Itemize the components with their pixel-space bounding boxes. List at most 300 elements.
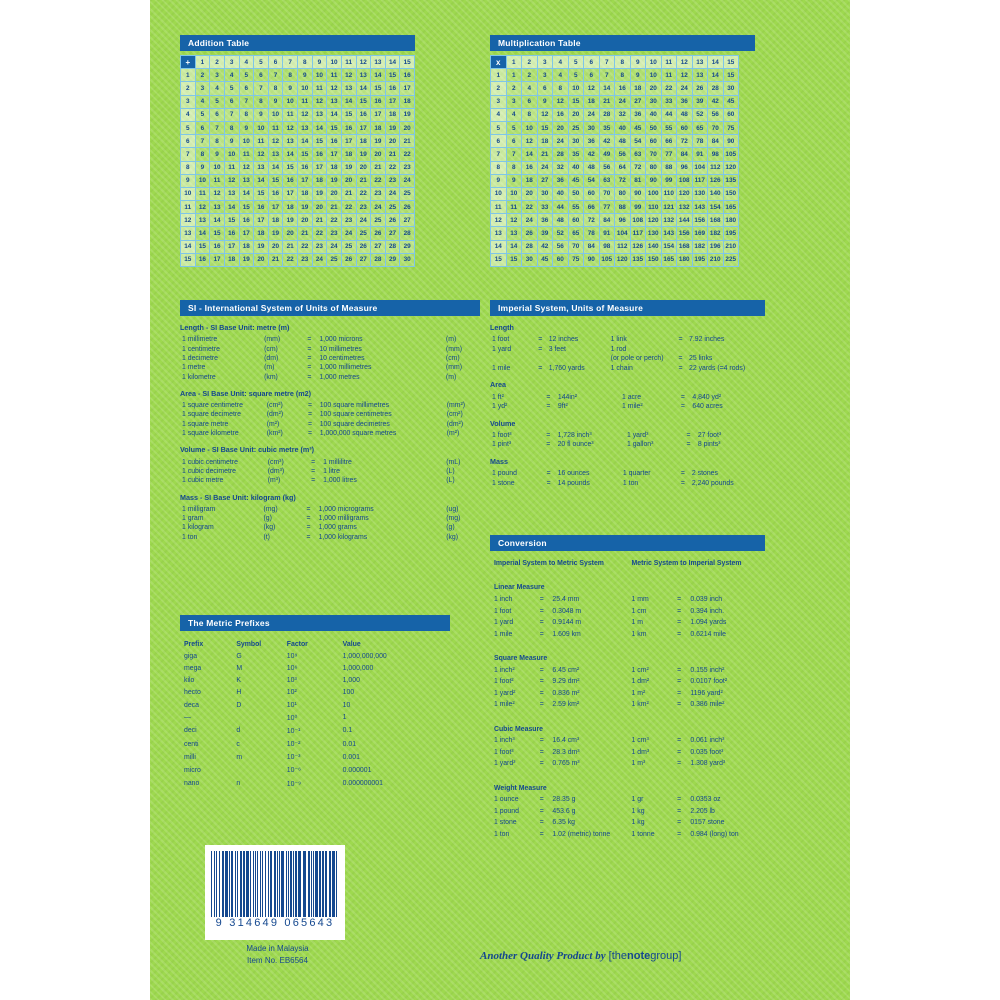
grid-cell: 20 (341, 174, 356, 187)
cell-to-imperial: 0.155 inch² (690, 666, 725, 674)
cell-value: 1,000 metres (319, 373, 360, 381)
grid-cell: 168 (708, 214, 724, 227)
prefix-cell: micro (184, 766, 201, 774)
grid-cell: 10 (254, 121, 269, 134)
grid-cell: 100 (646, 187, 662, 200)
grid-cell: 14 (312, 121, 327, 134)
table-row (491, 201, 739, 214)
cell-to-imperial: 0.061 inch³ (690, 737, 725, 745)
cell-quantity-left: 1 pound (492, 470, 517, 478)
grid-cell: 24 (522, 214, 538, 227)
grid-col-header: 8 (615, 56, 631, 69)
cell-symbol: (dm²) (266, 411, 284, 419)
cell-equals: = (677, 678, 682, 686)
grid-cell: 23 (327, 227, 342, 240)
grid-cell: 14 (210, 214, 225, 227)
grid-cell: 23 (385, 174, 400, 187)
cell-quantity: 1 milligram (182, 505, 216, 513)
cell-equals: = (311, 467, 316, 475)
grid-cell: 12 (677, 69, 693, 82)
grid-cell: 16 (356, 108, 371, 121)
cell-quantity-left: 1 yard (492, 345, 512, 353)
table-row (491, 135, 739, 148)
grid-cell: 22 (661, 82, 677, 95)
cell-unit: (kg) (446, 533, 459, 541)
cell-symbol: (g) (263, 515, 272, 523)
grid-cell: 21 (537, 148, 553, 161)
grid-cell: 11 (283, 108, 298, 121)
grid-col-header: 11 (341, 56, 356, 69)
cell-value-right: 8 pints³ (697, 441, 721, 449)
cell-from-metric: 1 m³ (631, 760, 646, 768)
prefix-cell: 10¹ (286, 701, 297, 709)
brand-logo (609, 950, 682, 962)
grid-cell: 169 (692, 227, 708, 240)
grid-cell: 3 (506, 95, 522, 108)
cell-value: 1,000 grams (318, 524, 357, 532)
grid-row-header: 12 (491, 214, 507, 227)
grid-cell: 8 (506, 161, 522, 174)
grid-cell: 104 (692, 161, 708, 174)
grid-cell: 20 (283, 227, 298, 240)
grid-cell: 7 (506, 148, 522, 161)
grid-cell: 50 (646, 121, 662, 134)
grid-cell: 13 (283, 135, 298, 148)
cell-equals: = (539, 678, 544, 686)
grid-cell: 18 (371, 121, 386, 134)
conversion-group-title: Cubic Measure (494, 725, 544, 733)
prefix-cell: c (236, 740, 240, 748)
grid-cell: 42 (599, 135, 615, 148)
cell-quantity-right: 1 quarter (622, 470, 651, 478)
grid-cell: 26 (692, 82, 708, 95)
cell-equals-left: = (538, 365, 543, 373)
cell-value-right: 7.92 inches (689, 336, 725, 344)
grid-cell: 17 (371, 108, 386, 121)
grid-cell: 130 (646, 227, 662, 240)
grid-cell: 22 (385, 161, 400, 174)
grid-cell: 9 (195, 161, 210, 174)
table-row (492, 783, 763, 793)
table-row (180, 344, 480, 353)
grid-row-header: 10 (181, 187, 196, 200)
grid-cell: 25 (400, 187, 415, 200)
prefix-col-header: Symbol (236, 640, 262, 648)
grid-cell: 10 (312, 69, 327, 82)
grid-cell: 19 (268, 227, 283, 240)
grid-cell: 6 (522, 95, 538, 108)
cell-equals: = (539, 819, 544, 827)
table-row (181, 69, 415, 82)
grid-cell: 20 (327, 187, 342, 200)
cell-unit: (m) (445, 373, 457, 381)
grid-cell: 24 (385, 187, 400, 200)
cell-from-imperial: 1 yard³ (494, 760, 516, 768)
prefix-cell: 1 (342, 714, 347, 722)
prefix-cell: — (184, 714, 191, 722)
grid-col-header: 10 (646, 56, 662, 69)
grid-cell: 15 (283, 161, 298, 174)
grid-cell: 54 (584, 174, 600, 187)
grid-cell: 10 (283, 95, 298, 108)
grid-cell: 210 (723, 240, 739, 253)
conversion-group-title: Linear Measure (494, 584, 545, 592)
grid-cell: 50 (568, 187, 584, 200)
prefix-cell: mega (184, 664, 202, 672)
metric-prefixes-title: The Metric Prefixes (180, 615, 450, 631)
cell-equals: = (308, 402, 313, 410)
table-row (490, 392, 765, 402)
grid-cell: 8 (283, 69, 298, 82)
grid-cell: 140 (646, 240, 662, 253)
table-row (180, 467, 480, 476)
cell-to-metric: 0.836 m² (552, 689, 580, 697)
cell-symbol: (dm³) (267, 467, 285, 475)
grid-cell: 14 (506, 240, 522, 253)
cell-quantity-right: 1 link (610, 336, 627, 344)
grid-cell: 17 (385, 95, 400, 108)
cell-value: 1 litre (323, 467, 340, 475)
table-row (181, 135, 415, 148)
imperial-units-section (490, 300, 765, 488)
grid-cell: 20 (522, 187, 538, 200)
table-row (181, 82, 415, 95)
table-row (491, 253, 739, 266)
grid-cell: 17 (239, 227, 254, 240)
grid-row-header: 10 (491, 187, 507, 200)
brand-group: group (650, 950, 679, 962)
grid-cell: 6 (506, 135, 522, 148)
grid-cell: 78 (584, 227, 600, 240)
cell-from-metric: 1 km² (631, 701, 649, 709)
grid-cell: 9 (239, 121, 254, 134)
prefix-cell: deca (184, 701, 199, 709)
cell-unit: (mg) (446, 515, 461, 523)
grid-cell: 12 (537, 108, 553, 121)
table-row (492, 748, 763, 758)
grid-cell: 28 (385, 240, 400, 253)
grid-cell: 19 (400, 108, 415, 121)
table-row (490, 478, 765, 488)
cell-equals-right: = (678, 355, 683, 363)
table-row (491, 95, 739, 108)
grid-cell: 17 (312, 161, 327, 174)
cell-symbol: (dm) (264, 354, 279, 362)
grid-col-header: 7 (283, 56, 298, 69)
grid-cell: 12 (298, 108, 313, 121)
grid-cell: 135 (723, 174, 739, 187)
grid-cell: 112 (615, 240, 631, 253)
cell-from-metric: 1 dm² (631, 678, 650, 686)
cell-to-imperial: 2.205 lb (690, 807, 715, 815)
grid-cell: 22 (283, 253, 298, 266)
grid-cell: 36 (677, 95, 693, 108)
grid-cell: 15 (327, 121, 342, 134)
grid-cell: 91 (692, 148, 708, 161)
grid-cell: 72 (677, 135, 693, 148)
grid-cell: 225 (723, 253, 739, 266)
grid-cell: 80 (615, 187, 631, 200)
table-row (180, 420, 480, 429)
grid-col-header: 15 (723, 56, 739, 69)
table-row (492, 583, 763, 593)
cell-symbol: (mm) (264, 336, 281, 344)
grid-cell: 84 (708, 135, 724, 148)
grid-cell: 12 (506, 214, 522, 227)
grid-cell: 24 (537, 161, 553, 174)
table-row (182, 700, 448, 710)
prefix-cell: D (236, 701, 242, 709)
prefix-cell: 100 (342, 689, 355, 697)
cell-quantity: 1 square kilometre (182, 430, 239, 438)
grid-row-header: 9 (181, 174, 196, 187)
grid-cell: 9 (283, 82, 298, 95)
cell-equals: = (677, 737, 682, 745)
cell-equals: = (539, 630, 544, 638)
table-row (491, 240, 739, 253)
cell-to-imperial: 1.094 yards (690, 619, 727, 627)
cell-to-metric: 2.59 km² (552, 701, 580, 709)
grid-cell: 165 (661, 253, 677, 266)
grid-cell: 23 (356, 201, 371, 214)
cell-from-imperial: 1 yard² (494, 689, 516, 697)
cell-equals-right: = (680, 479, 685, 487)
grid-cell: 14 (239, 187, 254, 200)
grid-cell: 19 (341, 161, 356, 174)
table-row (182, 725, 448, 736)
grid-cell: 9 (537, 95, 553, 108)
prefixes-table (180, 637, 450, 791)
cell-to-metric: 0.9144 m (552, 619, 582, 627)
cell-unit: (mL) (446, 458, 461, 466)
cell-symbol: (km) (264, 373, 278, 381)
grid-cell: 13 (254, 161, 269, 174)
grid-cell: 120 (615, 253, 631, 266)
grid-cell: 84 (677, 148, 693, 161)
prefix-cell: 1,000 (342, 677, 360, 685)
grid-cell: 25 (341, 240, 356, 253)
grid-cell: 88 (615, 201, 631, 214)
cell-equals: = (308, 430, 313, 438)
cell-to-metric: 28.35 g (552, 796, 576, 804)
cell-to-imperial: 0.984 (long) ton (690, 830, 739, 838)
grid-cell: 30 (584, 121, 600, 134)
multiplication-table-title: Multiplication Table (490, 35, 755, 51)
grid-cell: 13 (692, 69, 708, 82)
grid-cell: 18 (385, 108, 400, 121)
grid-cell: 21 (327, 201, 342, 214)
grid-cell: 14 (599, 82, 615, 95)
grid-cell: 6 (224, 95, 239, 108)
prefix-cell: 1,000,000 (342, 664, 374, 672)
cell-equals: = (677, 666, 682, 674)
grid-cell: 19 (327, 174, 342, 187)
grid-cell: 33 (537, 201, 553, 214)
grid-cell: 7 (599, 69, 615, 82)
cell-quantity: 1 centimetre (182, 345, 220, 353)
cell-quantity-right: (or pole or perch) (610, 355, 664, 363)
grid-cell: 17 (224, 240, 239, 253)
cell-value: 100 square decimetres (319, 420, 390, 428)
cell-equals: = (539, 619, 544, 627)
cell-from-imperial: 1 stone (494, 819, 517, 827)
grid-cell: 17 (283, 187, 298, 200)
grid-row-header: 3 (181, 95, 196, 108)
cell-quantity-left: 1 ft² (492, 393, 504, 401)
table-row (181, 253, 415, 266)
table-row (181, 148, 415, 161)
prefix-cell: deci (184, 727, 197, 735)
grid-cell: 143 (692, 201, 708, 214)
cell-to-metric: 9.29 dm² (552, 678, 580, 686)
grid-cell: 20 (356, 161, 371, 174)
table-row (182, 663, 448, 673)
cell-quantity-left: 1 stone (492, 479, 515, 487)
grid-cell: 24 (356, 214, 371, 227)
grid-cell: 39 (692, 95, 708, 108)
imperial-group-table (490, 335, 765, 373)
table-row (181, 161, 415, 174)
cell-from-metric: 1 cm² (631, 666, 649, 674)
grid-cell: 19 (356, 148, 371, 161)
grid-cell: 13 (506, 227, 522, 240)
imperial-group-title: Mass (490, 456, 508, 466)
cell-quantity: 1 cubic centimetre (182, 458, 238, 466)
cell-unit: (cm) (445, 354, 460, 362)
cell-quantity-right: 1 gallon³ (626, 441, 654, 449)
grid-cell: 60 (584, 187, 600, 200)
grid-cell: 12 (327, 82, 342, 95)
grid-cell: 23 (312, 240, 327, 253)
grid-cell: 196 (708, 240, 724, 253)
grid-cell: 24 (327, 240, 342, 253)
cell-equals-left: = (546, 479, 551, 487)
grid-cell: 30 (568, 135, 584, 148)
grid-cell: 20 (646, 82, 662, 95)
multiplication-table-section (490, 35, 755, 267)
grid-cell: 70 (646, 148, 662, 161)
grid-cell: 96 (615, 214, 631, 227)
grid-cell: 20 (298, 214, 313, 227)
cell-symbol: (m) (264, 364, 275, 372)
grid-cell: 18 (268, 214, 283, 227)
grid-col-header: 4 (239, 56, 254, 69)
si-units-title: SI - International System of Units of Measure (180, 300, 480, 316)
grid-cell: 29 (400, 240, 415, 253)
grid-cell: 23 (371, 187, 386, 200)
table-row (180, 363, 480, 372)
grid-cell: 11 (239, 148, 254, 161)
grid-cell: 24 (553, 135, 569, 148)
cell-quantity-left: 1 foot (492, 336, 510, 344)
grid-cell: 110 (646, 201, 662, 214)
table-row (491, 214, 739, 227)
grid-cell: 4 (210, 82, 225, 95)
grid-cell: 13 (327, 95, 342, 108)
cell-from-metric: 1 tonne (631, 830, 655, 838)
grid-cell: 10 (224, 148, 239, 161)
grid-cell: 8 (615, 69, 631, 82)
grid-cell: 48 (553, 214, 569, 227)
grid-cell: 13 (312, 108, 327, 121)
grid-cell: 45 (568, 174, 584, 187)
grid-row-header: 9 (491, 174, 507, 187)
cell-to-metric: 1.609 km (552, 630, 581, 638)
prefix-cell: 0.01 (342, 740, 357, 748)
table-row (490, 345, 765, 355)
cell-symbol: (cm²) (266, 402, 283, 410)
grid-cell: 44 (661, 108, 677, 121)
table-row (180, 476, 480, 485)
grid-cell: 9 (254, 108, 269, 121)
table-row (491, 227, 739, 240)
grid-cell: 45 (537, 253, 553, 266)
grid-cell: 165 (723, 201, 739, 214)
grid-cell: 11 (312, 82, 327, 95)
cell-value-left: 144in² (557, 393, 578, 401)
cell-equals: = (677, 596, 682, 604)
grid-corner: x (491, 56, 507, 69)
grid-cell: 44 (553, 201, 569, 214)
grid-cell: 1 (506, 69, 522, 82)
grid-cell: 13 (341, 82, 356, 95)
grid-cell: 30 (522, 253, 538, 266)
table-row (492, 771, 763, 782)
grid-cell: 12 (268, 135, 283, 148)
grid-cell: 28 (708, 82, 724, 95)
cell-from-metric: 1 dm³ (631, 748, 650, 756)
prefix-cell: centi (184, 740, 199, 748)
grid-cell: 14 (268, 161, 283, 174)
cell-equals: = (539, 666, 544, 674)
math-grid (180, 55, 415, 267)
table-row (180, 410, 480, 419)
table-row (181, 95, 415, 108)
cell-equals: = (539, 760, 544, 768)
cell-equals: = (306, 515, 311, 523)
grid-cell: 22 (522, 201, 538, 214)
table-row (181, 187, 415, 200)
cell-quantity-left: 1 mile (492, 365, 511, 373)
cell-symbol: (cm³) (267, 458, 284, 466)
cell-value-right: 27 foot³ (697, 431, 722, 439)
grid-cell: 24 (341, 227, 356, 240)
grid-cell: 11 (195, 187, 210, 200)
grid-cell: 63 (599, 174, 615, 187)
grid-cell: 2 (195, 69, 210, 82)
grid-cell: 135 (630, 253, 646, 266)
grid-cell: 210 (708, 253, 724, 266)
conversion-section (490, 535, 765, 841)
grid-cell: 15 (268, 174, 283, 187)
conversion-title: Conversion (490, 535, 765, 551)
grid-cell: 13 (239, 174, 254, 187)
grid-cell: 20 (553, 121, 569, 134)
prefix-cell: milli (184, 753, 196, 761)
cell-equals: = (308, 420, 313, 428)
imperial-group-title: Length (490, 323, 514, 332)
grid-cell: 21 (356, 174, 371, 187)
grid-cell: 25 (385, 201, 400, 214)
grid-cell: 72 (615, 174, 631, 187)
cell-from-metric: 1 cm (631, 607, 647, 615)
cell-to-imperial: 1.308 yard³ (690, 760, 726, 768)
cell-equals: = (307, 345, 312, 353)
imperial-group-table (490, 392, 765, 411)
prefix-cell: m (236, 753, 243, 761)
grid-cell: 8 (268, 82, 283, 95)
grid-cell: 8 (239, 108, 254, 121)
